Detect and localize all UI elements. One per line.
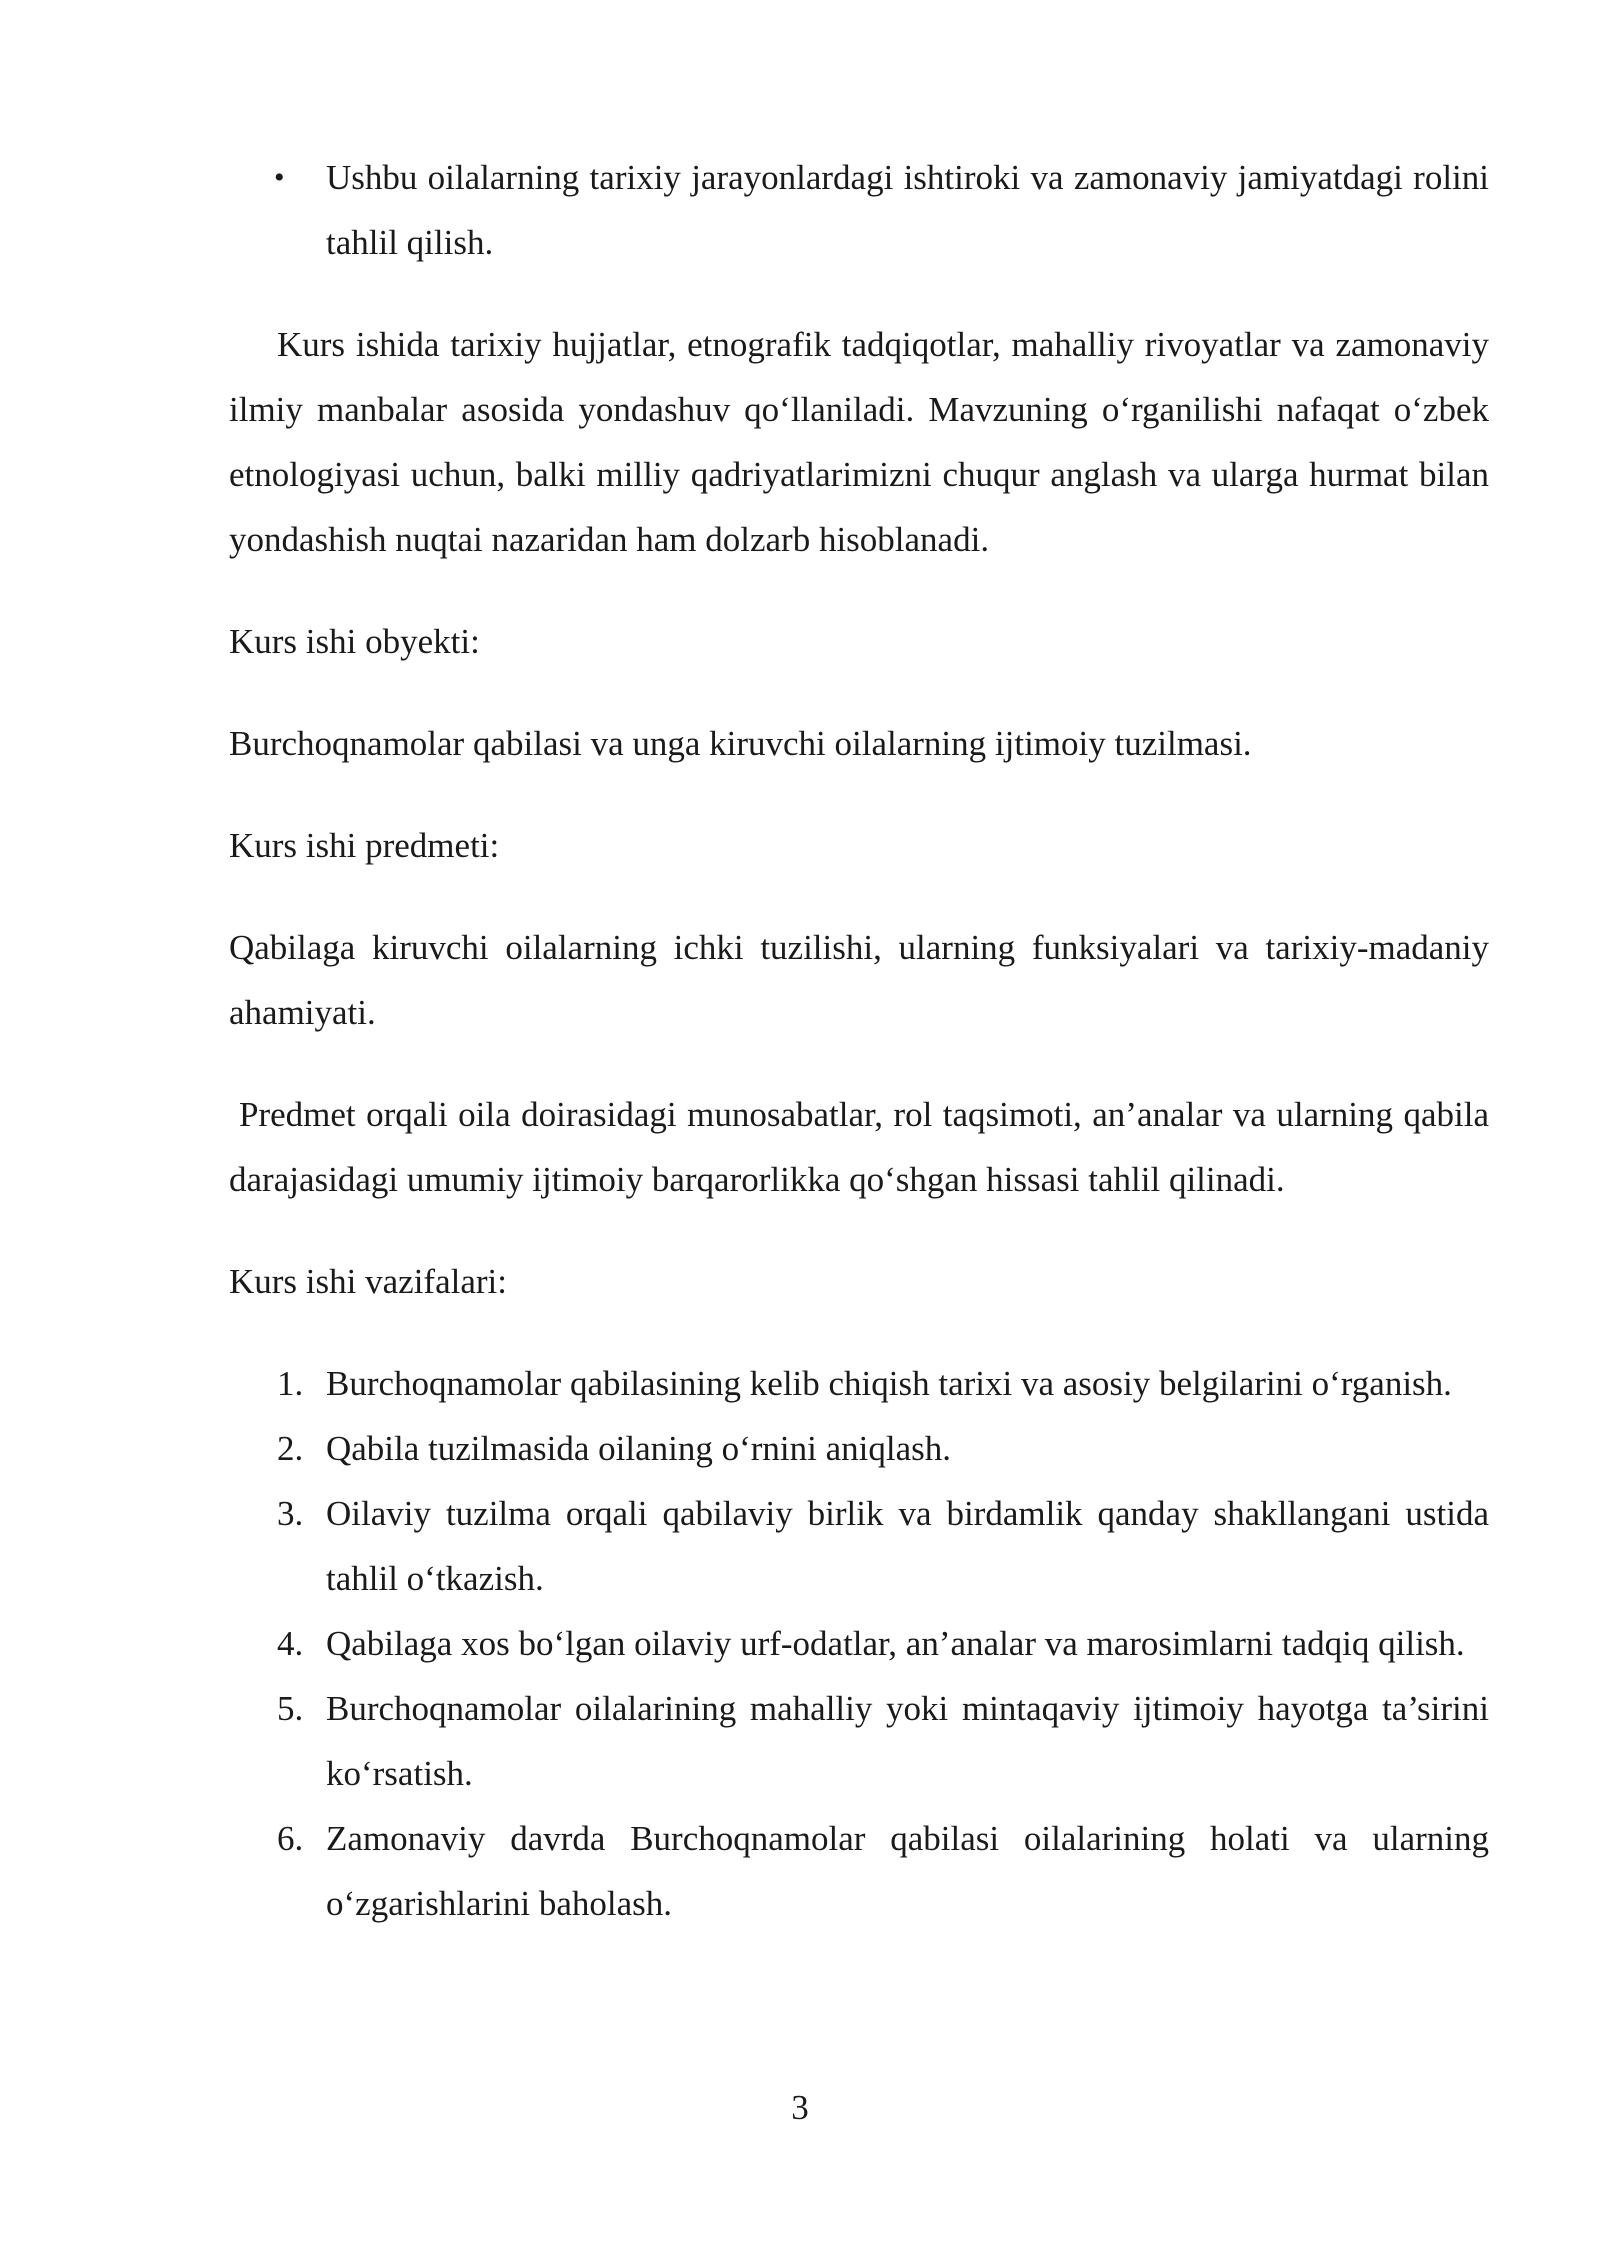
task-number: 1. [277,1364,304,1403]
object-heading: Kurs ishi obyekti: [229,622,480,661]
bullet-item [229,145,1489,275]
task-text: Burchoqnamolar oilalarining mahalliy yoki mintaqaviy ijtimoiy hayotga ta’sirini ko‘rsatish. [326,1689,1489,1793]
subject-heading: Kurs ishi predmeti: [229,826,500,865]
bullet-text: Ushbu oilalarning tarixiy jarayonlardagi ishtiroki va zamonaviy jamiyatdagi rolini tahlil qilish. [326,158,1489,262]
task-number: 5. [277,1689,304,1728]
bullet-icon: • [274,161,285,194]
task-number: 3. [277,1494,304,1533]
task-text: Burchoqnamolar qabilasining kelib chiqish tarixi va asosiy belgilarini o‘rganish. [326,1364,1452,1403]
task-item [229,1676,1489,1806]
object-text: Burchoqnamolar qabilasi va unga kiruvchi oilalarning ijtimoiy tuzilmasi. [229,724,1252,763]
subject-detail: Predmet orqali oila doirasidagi munosabatlar, rol taqsimoti, an’analar va ularning qabila darajasidagi umumiy ijtimoiy barqarorlikka qo‘shgan hissasi tahlil qilinadi. [229,1095,1489,1199]
intro-paragraph: Kurs ishida tarixiy hujjatlar, etnografik tadqiqotlar, mahalliy rivoyatlar va zamonaviy ilmiy manbalar asosida yondashuv qo‘llaniladi. Mavzuning o‘rganilishi nafaqat o‘zbek etnologiyasi uchun, balki milliy qadriyatlarimizni chuqur anglash va ularga hurmat bilan yondashish nuqtai nazaridan ham dolzarb hisoblanadi. [229,325,1489,559]
page-number: 3 [791,2088,809,2127]
task-text: Qabila tuzilmasida oilaning o‘rnini aniqlash. [326,1429,951,1468]
task-item [229,1416,1489,1481]
task-text: Qabilaga xos bo‘lgan oilaviy urf-odatlar, an’analar va marosimlarni tadqiq qilish. [326,1624,1465,1663]
task-item [229,1351,1489,1416]
task-number: 6. [277,1819,304,1858]
bullet-list [229,145,1489,275]
task-item [229,1481,1489,1611]
task-number: 2. [277,1429,304,1468]
task-number: 4. [277,1624,304,1663]
task-text: Zamonaviy davrda Burchoqnamolar qabilasi oilalarining holati va ularning o‘zgarishlarini baholash. [326,1819,1489,1923]
tasks-heading: Kurs ishi vazifalari: [229,1262,507,1301]
subject-text: Qabilaga kiruvchi oilalarning ichki tuzilishi, ularning funksiyalari va tarixiy-madaniy ahamiyati. [229,928,1489,1032]
task-item [229,1806,1489,1936]
tasks-list [229,1351,1489,1936]
document-page [229,145,1489,1936]
task-item [229,1611,1489,1676]
task-text: Oilaviy tuzilma orqali qabilaviy birlik va birdamlik qanday shakllangani ustida tahlil o‘tkazish. [326,1494,1489,1598]
